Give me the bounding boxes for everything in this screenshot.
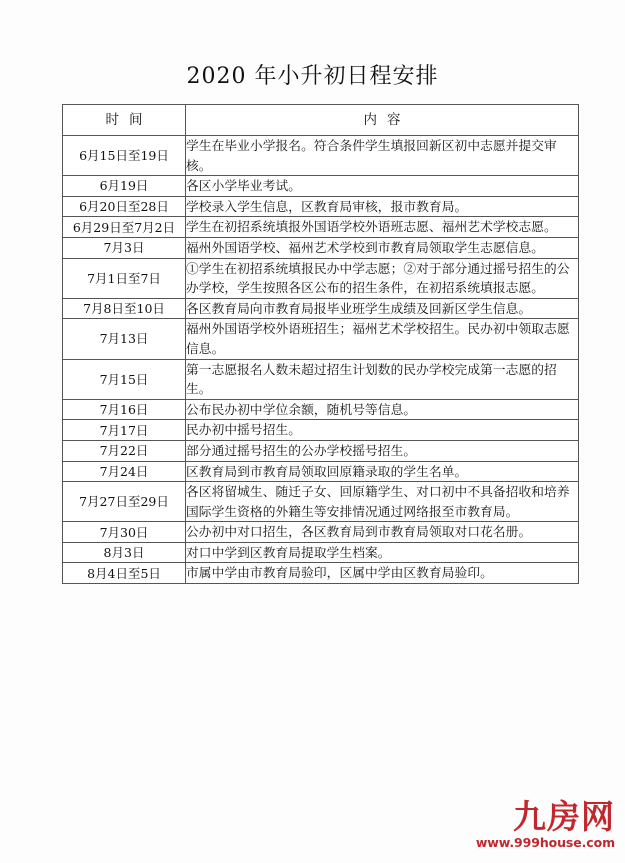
cell-time: 7月24日 [63, 461, 186, 482]
cell-content: 第一志愿报名人数未超过招生计划数的民办学校完成第一志愿的招生。 [186, 359, 579, 399]
cell-time: 7月1日至7日 [63, 258, 186, 298]
table-row [63, 136, 579, 176]
cell-time: 7月15日 [63, 359, 186, 399]
table-row [63, 237, 579, 258]
cell-content: 福州外国语学校、福州艺术学校到市教育局领取学生志愿信息。 [186, 237, 579, 258]
cell-time: 8月3日 [63, 542, 186, 563]
table-row [63, 482, 579, 522]
cell-time: 8月4日至5日 [63, 563, 186, 584]
cell-time: 7月13日 [63, 319, 186, 359]
table-row [63, 298, 579, 319]
page-title: 2020 年小升初日程安排 [186, 64, 439, 89]
cell-time: 7月3日 [63, 237, 186, 258]
table-row [63, 258, 579, 298]
table-row [63, 217, 579, 238]
column-header-time: 时间 [63, 105, 186, 136]
cell-content: 福州外国语学校外语班招生；福州艺术学校招生。民办初中领取志愿信息。 [186, 319, 579, 359]
cell-time: 6月19日 [63, 176, 186, 197]
table-body [63, 136, 579, 584]
cell-time: 6月15日至19日 [63, 136, 186, 176]
watermark-url: www.999house.com [475, 835, 615, 850]
schedule-table [62, 104, 579, 584]
cell-content: 学校录入学生信息，区教育局审核，报市教育局。 [186, 196, 579, 217]
table-row [63, 196, 579, 217]
cell-content: 公办初中对口招生，各区教育局到市教育局领取对口花名册。 [186, 522, 579, 543]
cell-time: 7月8日至10日 [63, 298, 186, 319]
cell-content: 对口中学到区教育局提取学生档案。 [186, 542, 579, 563]
table-row [63, 563, 579, 584]
cell-content: ①学生在初招系统填报民办中学志愿；②对于部分通过摇号招生的公办学校，学生按照各区公布的招生条件，在初招系统填报志愿。 [186, 258, 579, 298]
cell-content: 各区教育局向市教育局报毕业班学生成绩及回新区学生信息。 [186, 298, 579, 319]
cell-time: 6月20日至28日 [63, 196, 186, 217]
table-row [63, 440, 579, 461]
cell-time: 7月30日 [63, 522, 186, 543]
watermark-logo-text: 九房网 [513, 797, 615, 836]
cell-content: 民办初中摇号招生。 [186, 420, 579, 441]
table-row [63, 319, 579, 359]
table-row [63, 522, 579, 543]
cell-content: 各区小学毕业考试。 [186, 176, 579, 197]
cell-content: 市属中学由市教育局验印，区属中学由区教育局验印。 [186, 563, 579, 584]
cell-content: 各区将留城生、随迁子女、回原籍学生、对口初中不具备招收和培养国际学生资格的外籍生等安排情况通过网络报至市教育局。 [186, 482, 579, 522]
site-watermark [455, 799, 617, 855]
table-row [63, 176, 579, 197]
cell-time: 7月17日 [63, 420, 186, 441]
cell-time: 6月29日至7月2日 [63, 217, 186, 238]
table-row [63, 542, 579, 563]
table-row [63, 461, 579, 482]
table-row [63, 420, 579, 441]
column-header-content: 内容 [186, 105, 579, 136]
cell-time: 7月22日 [63, 440, 186, 461]
table-row [63, 359, 579, 399]
cell-time: 7月27日至29日 [63, 482, 186, 522]
table-row [63, 399, 579, 420]
cell-time: 7月16日 [63, 399, 186, 420]
cell-content: 公布民办初中学位余额，随机号等信息。 [186, 399, 579, 420]
cell-content: 部分通过摇号招生的公办学校摇号招生。 [186, 440, 579, 461]
table-header [63, 105, 579, 136]
cell-content: 区教育局到市教育局领取回原籍录取的学生名单。 [186, 461, 579, 482]
cell-content: 学生在初招系统填报外国语学校外语班志愿、福州艺术学校志愿。 [186, 217, 579, 238]
cell-content: 学生在毕业小学报名。符合条件学生填报回新区初中志愿并提交审核。 [186, 136, 579, 176]
table-header-row [63, 105, 579, 136]
